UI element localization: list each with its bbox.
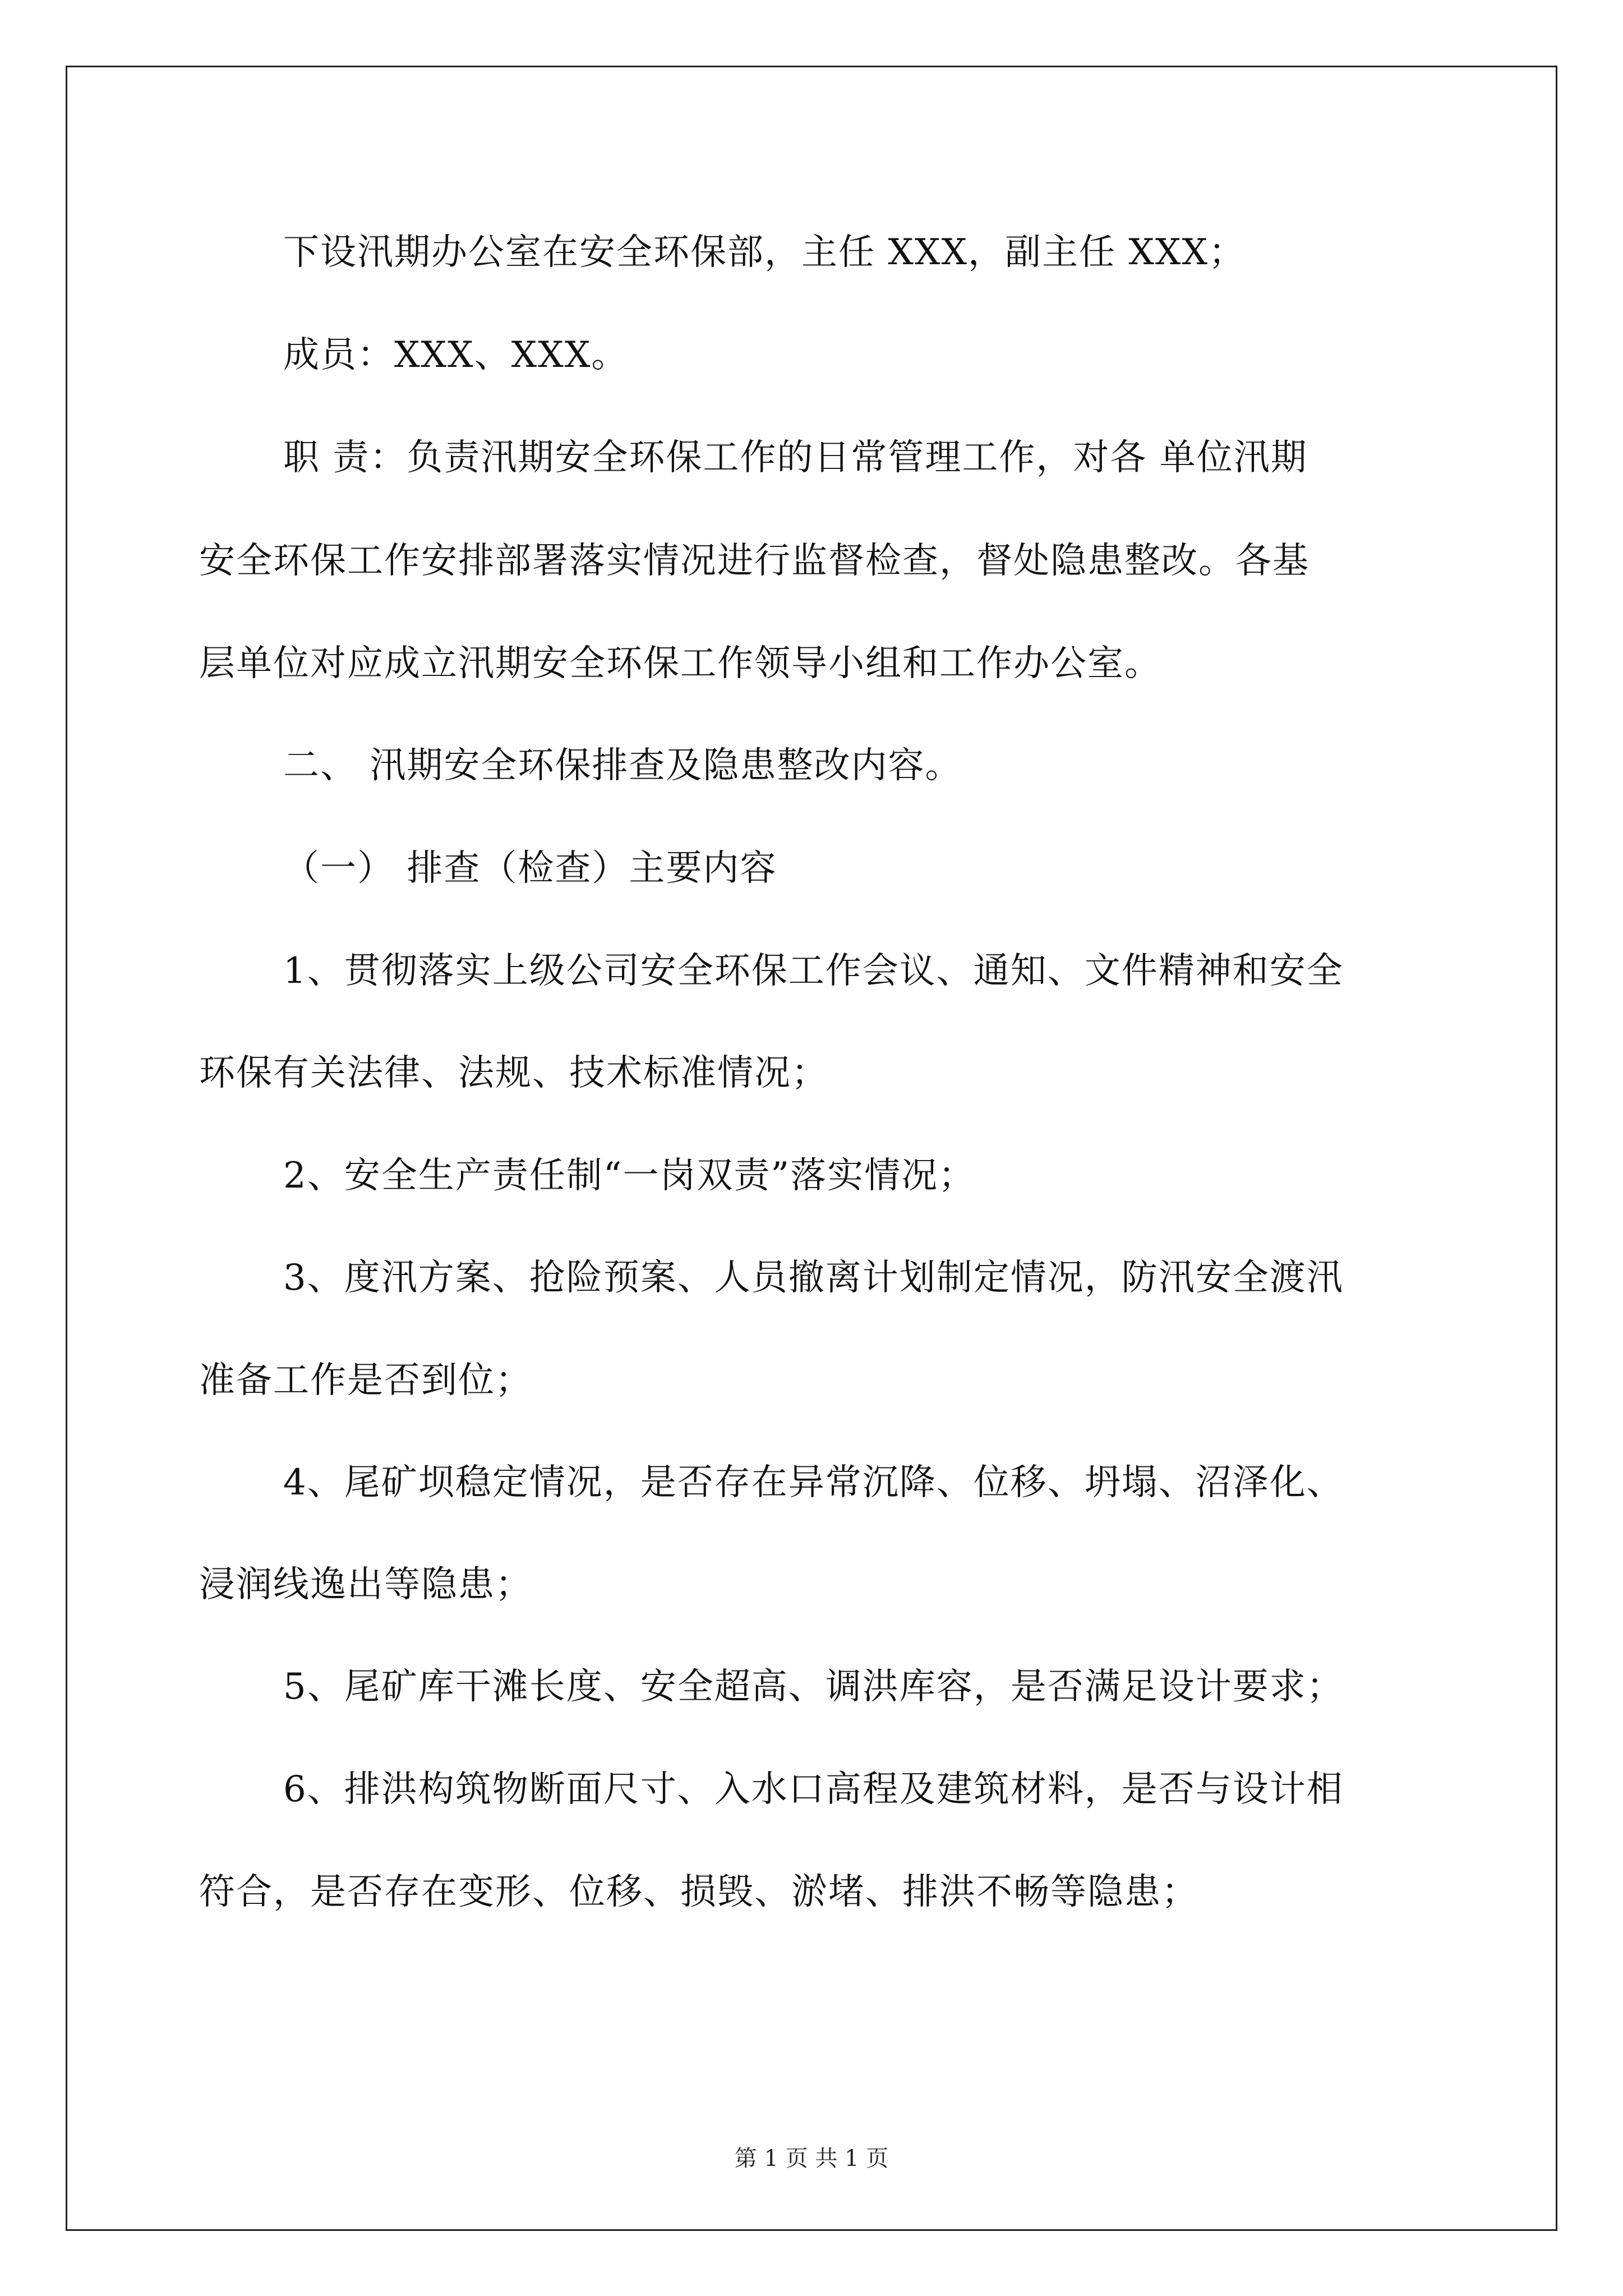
list-item-line: 4、尾矿坝稳定情况，是否存在异常沉降、位移、坍塌、沼泽化、 [283,1462,1344,1503]
list-item-line: 5、尾矿库干滩长度、安全超高、调洪库容，是否满足设计要求； [283,1666,1344,1708]
subsection-heading: （一） 排查（检查）主要内容 [283,848,777,889]
list-item-line: 环保有关法律、法规、技术标准情况； [199,1052,828,1094]
paragraph-line: 下设汛期办公室在安全环保部，主任 XXX，副主任 XXX； [283,232,1246,273]
list-item-line: 符合，是否存在变形、位移、损毁、淤堵、排洪不畅等隐患； [199,1871,1198,1913]
paragraph-line: 层单位对应成立汛期安全环保工作领导小组和工作办公室。 [199,643,1161,684]
list-item-line: 1、贯彻落实上级公司安全环保工作会议、通知、文件精神和安全 [283,950,1344,992]
list-item-line: 6、排洪构筑物断面尺寸、入水口高程及建筑材料，是否与设计相 [283,1769,1344,1810]
section-heading: 二、 汛期安全环保排查及隐患整改内容。 [283,745,962,786]
paragraph-line: 职 责：负责汛期安全环保工作的日常管理工作，对各 单位汛期 [283,437,1308,478]
paragraph-line: 成员：XXX、XXX。 [283,334,629,376]
page-footer: 第 1 页 共 1 页 [734,2146,889,2171]
list-item-line: 3、度汛方案、抢险预案、人员撤离计划制定情况，防汛安全渡汛 [283,1257,1344,1299]
paragraph-line: 安全环保工作安排部署落实情况进行监督检查，督处隐患整改。各基 [199,540,1310,582]
list-item-line: 准备工作是否到位； [199,1360,532,1401]
list-item-line: 2、安全生产责任制“一岗双责”落实情况； [283,1155,976,1197]
list-item-line: 浸润线逸出等隐患； [199,1564,532,1605]
